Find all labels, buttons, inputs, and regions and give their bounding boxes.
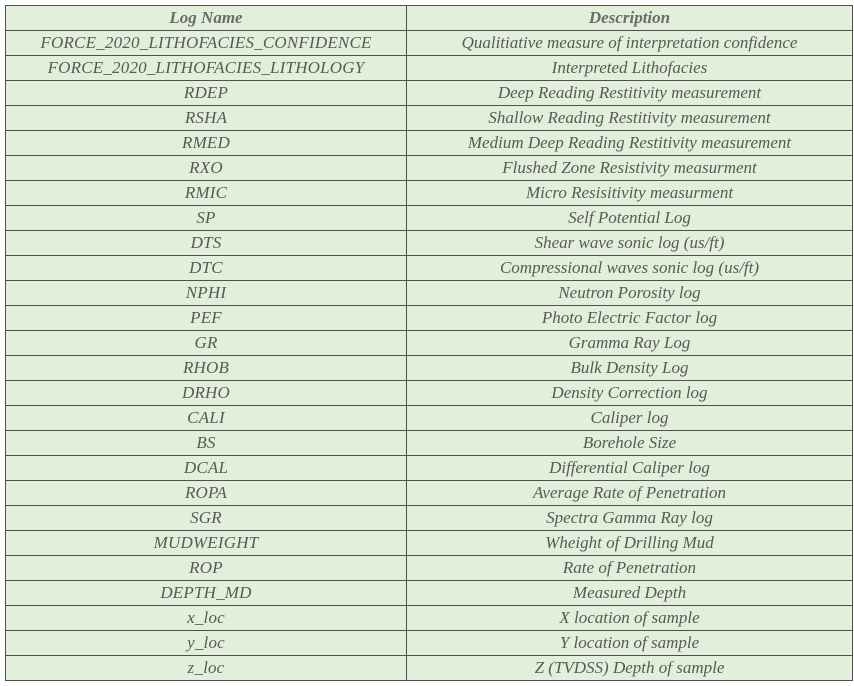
table-row bbox=[6, 456, 853, 481]
table-row bbox=[6, 556, 853, 581]
description-cell: Deep Reading Restitivity measurement bbox=[407, 81, 853, 106]
description-cell: Neutron Porosity log bbox=[407, 281, 853, 306]
table-row bbox=[6, 406, 853, 431]
table-row bbox=[6, 56, 853, 81]
header-row bbox=[6, 6, 853, 31]
log-name-cell: z_loc bbox=[6, 656, 407, 681]
log-name-cell: GR bbox=[6, 331, 407, 356]
description-cell: Average Rate of Penetration bbox=[407, 481, 853, 506]
description-cell: Medium Deep Reading Restitivity measurement bbox=[407, 131, 853, 156]
log-name-cell: ROPA bbox=[6, 481, 407, 506]
log-name-cell: RDEP bbox=[6, 81, 407, 106]
log-name-cell: NPHI bbox=[6, 281, 407, 306]
description-cell: Rate of Penetration bbox=[407, 556, 853, 581]
table-row bbox=[6, 156, 853, 181]
log-name-cell: DEPTH_MD bbox=[6, 581, 407, 606]
log-name-cell: RHOB bbox=[6, 356, 407, 381]
table-row bbox=[6, 631, 853, 656]
description-cell: X location of sample bbox=[407, 606, 853, 631]
table-row bbox=[6, 531, 853, 556]
header-description: Description bbox=[407, 6, 853, 31]
table-row bbox=[6, 281, 853, 306]
log-name-cell: DTC bbox=[6, 256, 407, 281]
table-row bbox=[6, 131, 853, 156]
log-name-cell: PEF bbox=[6, 306, 407, 331]
description-cell: Micro Resisitivity measurment bbox=[407, 181, 853, 206]
table-row bbox=[6, 431, 853, 456]
table-row bbox=[6, 106, 853, 131]
description-cell: Density Correction log bbox=[407, 381, 853, 406]
description-cell: Differential Caliper log bbox=[407, 456, 853, 481]
log-name-cell: RMED bbox=[6, 131, 407, 156]
description-cell: Bulk Density Log bbox=[407, 356, 853, 381]
description-cell: Measured Depth bbox=[407, 581, 853, 606]
log-name-cell: y_loc bbox=[6, 631, 407, 656]
table-row bbox=[6, 206, 853, 231]
log-name-cell: CALI bbox=[6, 406, 407, 431]
table-row bbox=[6, 606, 853, 631]
log-name-cell: MUDWEIGHT bbox=[6, 531, 407, 556]
description-cell: Shear wave sonic log (us/ft) bbox=[407, 231, 853, 256]
table-row bbox=[6, 31, 853, 56]
log-name-cell: RMIC bbox=[6, 181, 407, 206]
log-name-cell: DCAL bbox=[6, 456, 407, 481]
description-cell: Shallow Reading Restitivity measurement bbox=[407, 106, 853, 131]
description-cell: Spectra Gamma Ray log bbox=[407, 506, 853, 531]
description-cell: Z (TVDSS) Depth of sample bbox=[407, 656, 853, 681]
description-cell: Self Potential Log bbox=[407, 206, 853, 231]
table-row bbox=[6, 181, 853, 206]
log-name-cell: RSHA bbox=[6, 106, 407, 131]
log-name-cell: BS bbox=[6, 431, 407, 456]
table-header bbox=[6, 6, 853, 31]
header-log-name: Log Name bbox=[6, 6, 407, 31]
log-name-cell: DTS bbox=[6, 231, 407, 256]
description-cell: Y location of sample bbox=[407, 631, 853, 656]
description-cell: Photo Electric Factor log bbox=[407, 306, 853, 331]
description-cell: Interpreted Lithofacies bbox=[407, 56, 853, 81]
table-row bbox=[6, 581, 853, 606]
log-name-cell: FORCE_2020_LITHOFACIES_LITHOLOGY bbox=[6, 56, 407, 81]
log-name-cell: DRHO bbox=[6, 381, 407, 406]
log-name-cell: SGR bbox=[6, 506, 407, 531]
log-name-cell: RXO bbox=[6, 156, 407, 181]
table-row bbox=[6, 381, 853, 406]
log-name-cell: SP bbox=[6, 206, 407, 231]
log-name-cell: ROP bbox=[6, 556, 407, 581]
table-row bbox=[6, 231, 853, 256]
log-table bbox=[5, 5, 853, 681]
description-cell: Borehole Size bbox=[407, 431, 853, 456]
table-row bbox=[6, 356, 853, 381]
table-row bbox=[6, 331, 853, 356]
table-row bbox=[6, 81, 853, 106]
description-cell: Gramma Ray Log bbox=[407, 331, 853, 356]
description-cell: Qualitiative measure of interpretation confidence bbox=[407, 31, 853, 56]
description-cell: Caliper log bbox=[407, 406, 853, 431]
table-row bbox=[6, 656, 853, 681]
log-name-cell: x_loc bbox=[6, 606, 407, 631]
table-row bbox=[6, 481, 853, 506]
description-cell: Compressional waves sonic log (us/ft) bbox=[407, 256, 853, 281]
table-body bbox=[6, 31, 853, 681]
table-row bbox=[6, 506, 853, 531]
log-name-cell: FORCE_2020_LITHOFACIES_CONFIDENCE bbox=[6, 31, 407, 56]
table-row bbox=[6, 256, 853, 281]
description-cell: Flushed Zone Resistivity measurment bbox=[407, 156, 853, 181]
description-cell: Wheight of Drilling Mud bbox=[407, 531, 853, 556]
table-row bbox=[6, 306, 853, 331]
